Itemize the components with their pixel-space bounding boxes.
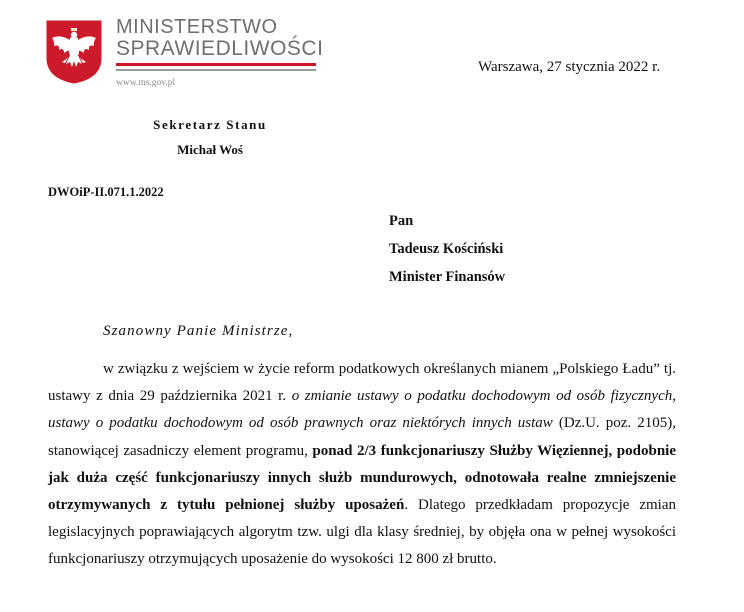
body-paragraph [48,356,676,574]
sender-name: Michał Woś [177,142,243,157]
addressee-block [389,207,505,291]
body-text-segment: (Dz.U. poz. 2105), stanowiącej zasadniczy element programu, [48,415,676,459]
salutation: Szanowny Panie Ministrze, [103,323,294,339]
sender-block [148,112,272,162]
body-text-segment: w związku z wejściem w życie reform podatkowych określanych mianem „Polskiego Ładu” tj. ustawy z dnia 29 października 2021 r. [48,361,676,405]
addressee-position: Minister Finansów [389,269,506,285]
ministry-name-line1: MINISTERSTWO [116,16,278,38]
sender-title: Sekretarz Stanu [153,117,267,132]
polish-eagle-emblem-icon [46,20,102,84]
addressee-name: Tadeusz Kościński [389,241,504,257]
logo-grey-bar [116,69,316,71]
body-text-segment: . Dlatego przedkładam propozycje zmian legislacyjnych poprawiających algorytm tzw. ulgi dla klasy średniej, by objęła ona w pełnej wysokości funkcjonariuszy otrzymujących uposażenie do wysokości 12 800 zł brutto. [48,497,676,568]
addressee-line1: Pan [389,213,414,229]
logo-red-bar [116,63,316,66]
ministry-website: www.ms.gov.pl [116,78,176,88]
reference-number: DWOiP-II.071.1.2022 [48,185,164,199]
body-act-title: o zmianie ustawy o podatku dochodowym od osób fizycznych, ustawy o podatku dochodowym od osób prawnych oraz niektórych innych ustaw [48,388,676,432]
body-emphasis: ponad 2/3 funkcjonariuszy Służby Więziennej, podobnie jak duża część funkcjonariuszy innych służb mundurowych, odnotowała realne zmniejszenie otrzymywanych z tytułu pełnionej służby uposażeń [48,442,677,514]
ministry-name-line2: SPRAWIEDLIWOŚCI [116,37,324,60]
letter-date: Warszawa, 27 stycznia 2022 r. [478,59,661,75]
ministry-logo-text [116,16,323,60]
